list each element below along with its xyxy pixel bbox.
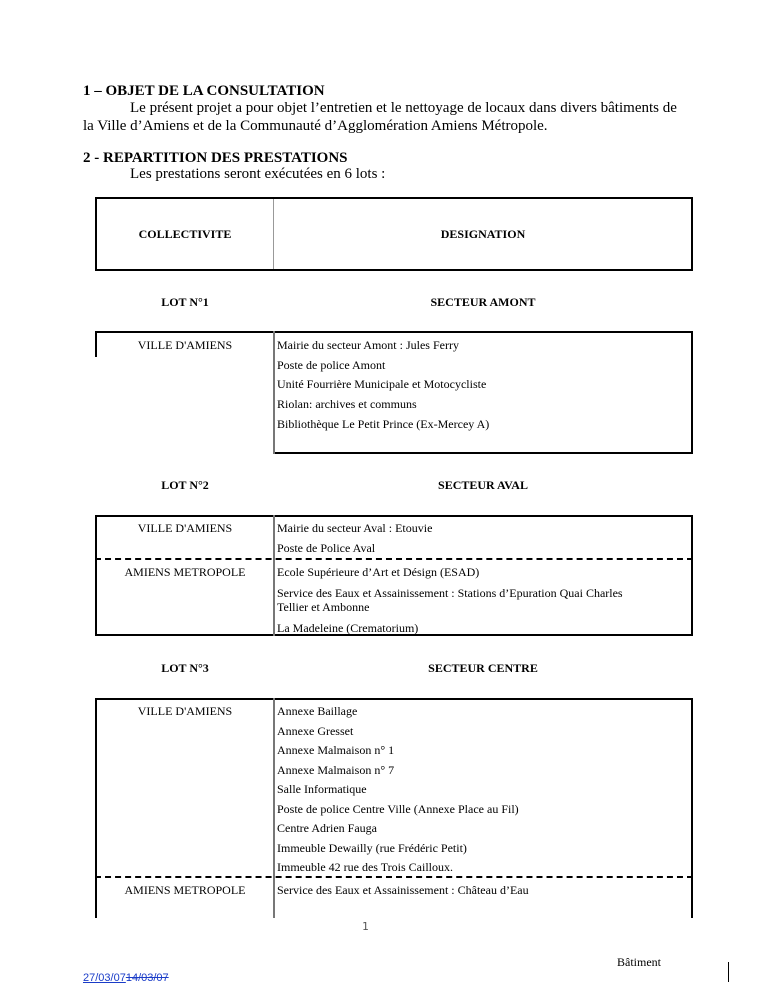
lot-3-item: Salle Informatique bbox=[277, 782, 367, 796]
lot-3-item: Immeuble Dewailly (rue Frédéric Petit) bbox=[277, 841, 467, 855]
lot-3-item: Immeuble 42 rue des Trois Cailloux. bbox=[277, 860, 453, 874]
section-1-text-line-1: Le présent projet a pour objet l’entretien et le nettoyage de locaux dans divers bâtiments de bbox=[130, 100, 677, 116]
lot-2-item: Mairie du secteur Aval : Etouvie bbox=[277, 521, 433, 535]
lot-2-owner-1: VILLE D'AMIENS bbox=[137, 521, 233, 535]
lot-3-sector: SECTEUR CENTRE bbox=[428, 661, 538, 675]
lot-2-item: Service des Eaux et Assainissement : Stations d’Epuration Quai Charles bbox=[277, 586, 623, 600]
footer-label: Bâtiment bbox=[617, 955, 661, 969]
lot-3-item: Annexe Baillage bbox=[277, 704, 358, 718]
lot-2-label: LOT N°2 bbox=[161, 478, 209, 492]
lot-1-item: Unité Fourrière Municipale et Motocycliste bbox=[277, 377, 487, 391]
lot-3-label: LOT N°3 bbox=[161, 661, 209, 675]
section-1-title: 1 – OBJET DE LA CONSULTATION bbox=[83, 83, 325, 99]
lot-3-item: Annexe Gresset bbox=[277, 724, 354, 738]
lot-2-owner-2: AMIENS METROPOLE bbox=[124, 565, 246, 579]
footer-date-new: 27/03/07 bbox=[83, 972, 126, 984]
lot-3-item: Annexe Malmaison n° 7 bbox=[277, 763, 395, 777]
lot-1-item: Riolan: archives et communs bbox=[277, 397, 417, 411]
lot-2-item: Ecole Supérieure d’Art et Désign (ESAD) bbox=[277, 565, 480, 579]
lot-3-owner-1: VILLE D'AMIENS bbox=[137, 704, 233, 718]
header-collectivite: COLLECTIVITE bbox=[138, 227, 232, 241]
footer-date bbox=[83, 972, 169, 984]
lot-2-item: Tellier et Ambonne bbox=[277, 600, 370, 614]
lot-1-item: Mairie du secteur Amont : Jules Ferry bbox=[277, 338, 459, 352]
lot-3-item: Centre Adrien Fauga bbox=[277, 821, 377, 835]
lot-1-label: LOT N°1 bbox=[161, 295, 209, 309]
lot-3-item: Poste de police Centre Ville (Annexe Place au Fil) bbox=[277, 802, 519, 816]
lot-3-owner-2: AMIENS METROPOLE bbox=[124, 883, 246, 897]
section-1-text-line-2: la Ville d’Amiens et de la Communauté d’Agglomération Amiens Métropole. bbox=[83, 118, 548, 134]
page-number: 1 bbox=[362, 920, 369, 933]
footer-date-old: 14/03/07 bbox=[125, 972, 169, 984]
lot-3-item: Annexe Malmaison n° 1 bbox=[277, 743, 395, 757]
lot-1-owner: VILLE D'AMIENS bbox=[137, 338, 233, 352]
lot-2-item: La Madeleine (Crematorium) bbox=[277, 621, 419, 635]
change-bar bbox=[728, 962, 729, 982]
lot-2-sector: SECTEUR AVAL bbox=[438, 478, 528, 492]
section-2-text: Les prestations seront exécutées en 6 lots : bbox=[130, 166, 386, 182]
lot-1-item: Bibliothèque Le Petit Prince (Ex-Mercey A) bbox=[277, 417, 490, 431]
lot-3-item: Service des Eaux et Assainissement : Château d’Eau bbox=[277, 883, 529, 897]
header-designation: DESIGNATION bbox=[440, 227, 526, 241]
lot-2-item: Poste de Police Aval bbox=[277, 541, 376, 555]
section-2-title: 2 - REPARTITION DES PRESTATIONS bbox=[83, 150, 348, 166]
lot-1-item: Poste de police Amont bbox=[277, 358, 386, 372]
lot-1-sector: SECTEUR AMONT bbox=[430, 295, 536, 309]
